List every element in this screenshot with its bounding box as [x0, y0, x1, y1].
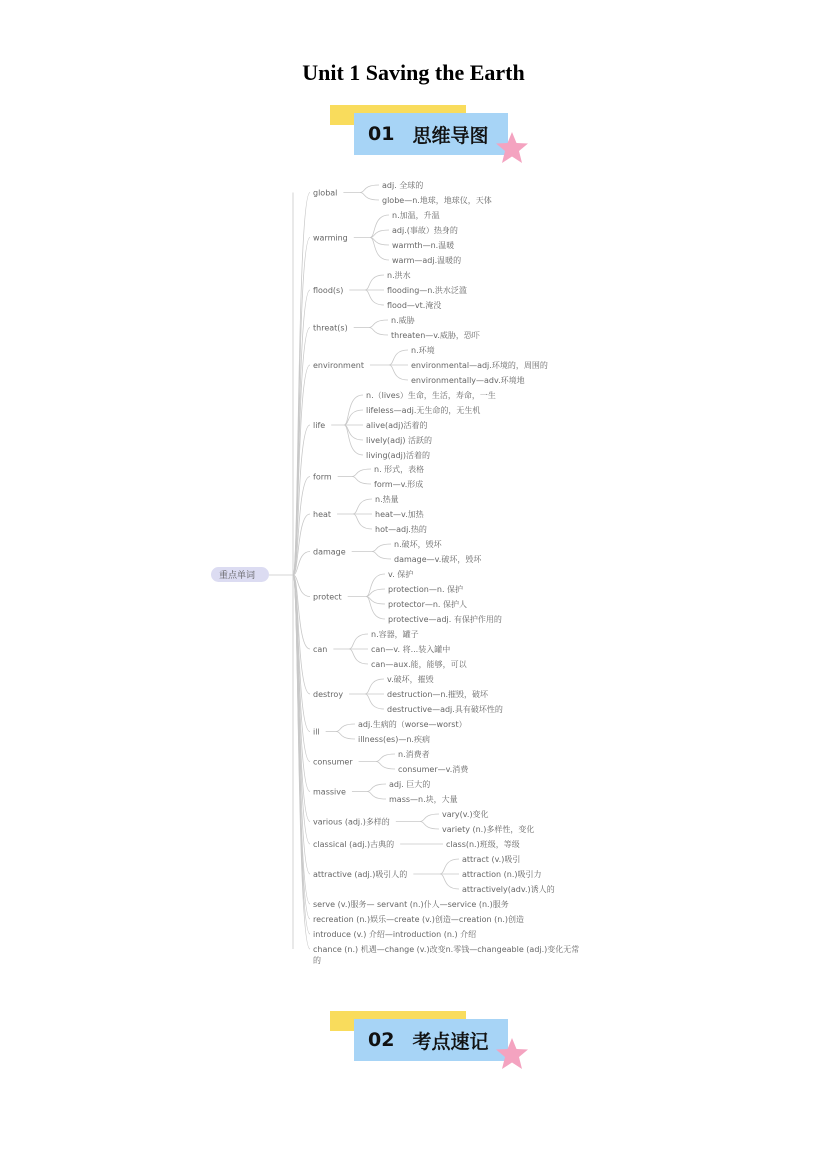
- child-label: n.容器，罐子: [371, 630, 419, 639]
- branch-label: form: [313, 472, 332, 482]
- branch-label: ill: [313, 727, 320, 737]
- child-connector: [336, 724, 355, 732]
- child-label: living(adj)活着的: [366, 451, 430, 460]
- child-label: protector—n. 保护人: [388, 600, 468, 609]
- branch-label: [313, 944, 579, 965]
- child-label: environmental—adj.环境的，周围的: [411, 361, 548, 370]
- child-label: protective—adj. 有保护作用的: [388, 615, 502, 624]
- branch-label: protect: [313, 592, 342, 602]
- child-connector: [370, 238, 389, 261]
- child-label: lifeless—adj.无生命的，无生机: [366, 406, 481, 415]
- child-label: class(n.)班级，等级: [446, 840, 520, 849]
- branch-label: damage: [313, 547, 346, 557]
- child-label: n.消费者: [398, 750, 430, 759]
- branch-label: classical (adj.)古典的: [313, 840, 395, 849]
- branch-label: consumer: [313, 757, 353, 767]
- branch-label: flood(s): [313, 286, 344, 295]
- child-connector: [389, 365, 408, 380]
- child-connector: [440, 874, 459, 889]
- child-label: flooding—n.洪水泛滥: [387, 286, 467, 295]
- child-connector: [372, 552, 391, 560]
- child-connector: [369, 328, 388, 336]
- child-connector: [367, 784, 386, 792]
- child-label: protection—n. 保护: [388, 585, 464, 594]
- pink-star-icon: [494, 1037, 530, 1071]
- child-label: illness(es)—n.疾病: [358, 735, 430, 744]
- child-connector: [372, 544, 391, 552]
- child-connector: [349, 649, 368, 664]
- child-connector: [366, 597, 385, 620]
- child-label: damage—v.破坏，毁坏: [394, 555, 482, 564]
- child-label: attraction (n.)吸引力: [462, 870, 542, 879]
- child-label: consumer—v.消费: [398, 765, 469, 774]
- child-connector: [360, 193, 379, 201]
- child-label: adj.生病的（worse—worst）: [358, 720, 467, 729]
- child-label: can—v. 将...装入罐中: [371, 645, 451, 654]
- child-connector: [370, 215, 389, 238]
- child-label: adj. 巨大的: [389, 780, 431, 789]
- child-label: form—v.形成: [374, 480, 424, 489]
- child-connector: [420, 814, 439, 822]
- child-label: destruction—n.摧毁，破坏: [387, 690, 488, 699]
- branch-connector: [293, 575, 310, 934]
- section-label-box: [354, 1019, 508, 1061]
- child-label: attract (v.)吸引: [462, 855, 521, 864]
- child-label: n.（lives）生命，生活，寿命，一生: [366, 391, 496, 400]
- child-connector: [365, 290, 384, 305]
- child-connector: [440, 859, 459, 874]
- child-label: globe—n.地球，地球仪，天体: [382, 196, 492, 205]
- section-title: 考点速记: [412, 1030, 489, 1053]
- child-connector: [352, 469, 371, 477]
- child-connector: [344, 425, 363, 440]
- child-label: alive(adj)活着的: [366, 421, 428, 430]
- child-label: hot—adj.热的: [375, 525, 427, 534]
- document-title: Unit 1 Saving the Earth: [302, 60, 525, 85]
- child-label: mass—n.块，大量: [389, 795, 458, 804]
- child-connector: [352, 477, 371, 485]
- child-connector: [420, 822, 439, 830]
- branch-label: life: [313, 421, 326, 430]
- section-number: 02: [368, 1029, 395, 1051]
- child-label: n.环境: [411, 346, 435, 355]
- child-label: destructive—adj.具有破坏性的: [387, 705, 503, 714]
- child-connector: [376, 754, 395, 762]
- branch-label-line: 的: [313, 956, 321, 965]
- child-label: n.破坏，毁坏: [394, 540, 442, 549]
- child-label: adj.(事故）热身的: [392, 226, 458, 235]
- child-connector: [389, 350, 408, 365]
- child-label: flood—vt.淹没: [387, 301, 442, 310]
- child-connector: [366, 574, 385, 597]
- child-label: n.洪水: [387, 271, 411, 280]
- child-connector: [353, 499, 372, 514]
- child-connector: [365, 694, 384, 709]
- branch-label: heat: [313, 510, 332, 519]
- child-label: lively(adj) 活跃的: [366, 436, 433, 445]
- section-number: 01: [368, 123, 395, 145]
- child-label: n.威胁: [391, 316, 415, 325]
- root-node-label: 重点单词: [219, 571, 256, 581]
- child-connector: [344, 410, 363, 425]
- branch-label: warming: [313, 233, 348, 243]
- child-connector: [365, 275, 384, 290]
- child-label: can—aux.能，能够，可以: [371, 660, 467, 669]
- child-label: n.加温，升温: [392, 211, 440, 220]
- child-label: n.热量: [375, 495, 399, 504]
- child-connector: [376, 762, 395, 770]
- child-label: environmentally—adv.环境地: [411, 376, 525, 385]
- branch-label: can: [313, 645, 328, 654]
- branch-label: environment: [313, 361, 364, 370]
- child-connector: [353, 514, 372, 529]
- child-label: adj. 全球的: [382, 181, 424, 190]
- branch-label: destroy: [313, 690, 344, 699]
- child-connector: [360, 185, 379, 193]
- child-connector: [365, 679, 384, 694]
- branch-label: various (adj.)多样的: [313, 817, 390, 827]
- branch-label: introduce (v.) 介绍—introduction (n.) 介绍: [313, 930, 477, 939]
- branch-label: recreation (n.)娱乐—create (v.)创造—creation (n.)创造: [313, 915, 524, 924]
- child-label: v.破坏，摧毁: [387, 675, 434, 684]
- branch-label: threat(s): [313, 323, 348, 333]
- child-label: v. 保护: [388, 570, 414, 579]
- child-label: variety (n.)多样性，变化: [442, 825, 535, 834]
- branch-label-line: chance (n.) 机遇—change (v.)改变n.零钱—changeable (adj.)变化无常: [313, 945, 580, 954]
- child-label: n. 形式，表格: [374, 465, 425, 474]
- child-connector: [349, 634, 368, 649]
- child-label: threaten—v.威胁，恐吓: [391, 331, 480, 340]
- section-header-exam-points: [330, 1011, 530, 1071]
- branch-label: attractive (adj.)吸引人的: [313, 870, 408, 879]
- child-label: attractively(adv.)诱人的: [462, 885, 555, 894]
- branch-label: global: [313, 188, 338, 198]
- child-connector: [369, 320, 388, 328]
- child-label: vary(v.)变化: [442, 810, 489, 819]
- branch-label: massive: [313, 787, 346, 797]
- child-connector: [336, 732, 355, 740]
- section-title: 思维导图: [412, 124, 489, 147]
- child-label: warmth—n.温暖: [392, 241, 455, 250]
- branch-label: serve (v.)服务— servant (n.)仆人—service (n.)服务: [313, 900, 509, 909]
- child-label: warm—adj.温暖的: [392, 256, 462, 265]
- child-connector: [367, 792, 386, 800]
- child-label: heat—v.加热: [375, 510, 424, 519]
